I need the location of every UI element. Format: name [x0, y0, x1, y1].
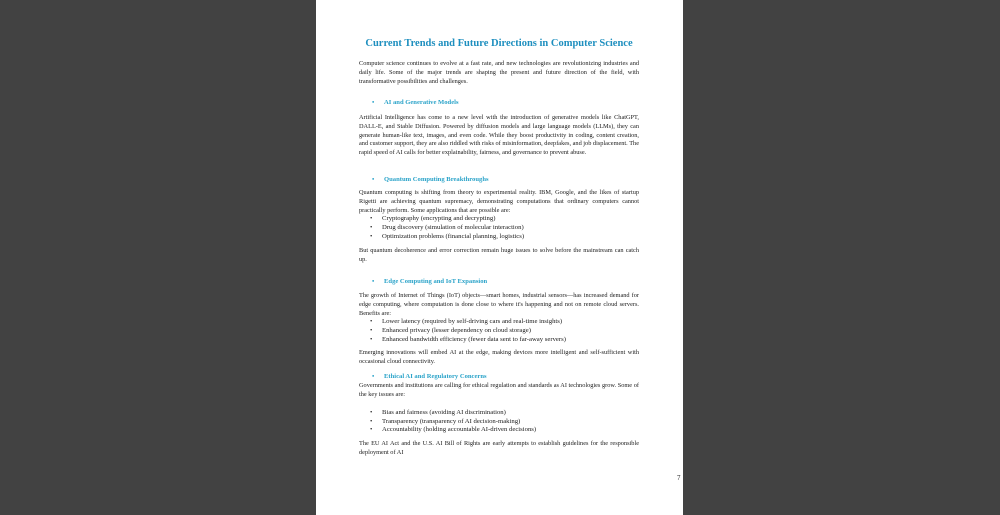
document-page [316, 0, 683, 515]
section-paragraph: The growth of Internet of Things (IoT) objects—smart homes, industrial sensors—has increased demand for edge computing, where computation is done close to where it's happening and not on remote cloud servers. Benefits are: [359, 292, 639, 317]
bullet-list [359, 215, 639, 242]
section-heading-quantum [372, 176, 489, 184]
section-heading-text: Ethical AI and Regulatory Concerns [384, 373, 487, 380]
list-item: • Bias and fairness (avoiding AI discrimination) [359, 409, 639, 418]
section-body-ethics [359, 382, 639, 458]
list-item: • Transparency (transparency of AI decision-making) [359, 418, 639, 427]
section-closing-paragraph: Emerging innovations will embed AI at the edge, making devices more intelligent and self-sufficient with occasional cloud connectivity. [359, 349, 639, 365]
bullet-list [359, 318, 639, 345]
section-closing-paragraph: But quantum decoherence and error correction remain huge issues to solve before the mainstream can catch up. [359, 247, 639, 263]
section-heading-text: Edge Computing and IoT Expansion [384, 278, 488, 285]
page-number: 7 [677, 474, 681, 482]
section-body-edge [359, 292, 639, 367]
list-item: • Drug discovery (simulation of molecular interaction) [359, 224, 639, 233]
list-item: • Cryptography (encrypting and decrypting) [359, 215, 639, 224]
list-item: • Accountability (holding accountable AI-driven decisions) [359, 426, 639, 435]
bullet-icon: • [372, 373, 375, 380]
bullet-icon: • [372, 99, 375, 106]
section-closing-paragraph: The EU AI Act and the U.S. AI Bill of Rights are early attempts to establish guidelines for the responsible deployment of AI [359, 440, 639, 457]
section-paragraph: Quantum computing is shifting from theory to experimental reality. IBM, Google, and the likes of startup Rigetti are achieving quantum supremacy, demonstrating computations that ordinary computers cannot practically perform. Some applications that are possible are: [359, 189, 639, 214]
bullet-list [359, 409, 639, 436]
intro-block [359, 60, 639, 86]
list-item: • Lower latency (required by self-driving cars and real-time insights) [359, 318, 639, 327]
section-heading-text: AI and Generative Models [384, 99, 459, 106]
list-item: • Optimization problems (financial planning, logistics) [359, 233, 639, 242]
bullet-icon: • [372, 278, 375, 285]
section-paragraph: Governments and institutions are calling for ethical regulation and standards as AI technologies grow. Some of the key issues are: [359, 382, 639, 398]
section-paragraph: Artificial Intelligence has come to a new level with the introduction of generative models like ChatGPT, DALL-E, and Stable Diffusion. Powered by diffusion models and large language models (LLMs), they can generate human-like text, images, and even code. While they boost productivity in coding, content creation, and customer support, they are also riddled with risks of misinformation, deepfakes, and job displacement. The rapid speed of AI calls for better explainability, fairness, and governance to prevent abuse. [359, 114, 639, 157]
section-heading-text: Quantum Computing Breakthroughs [384, 176, 489, 183]
list-item: • Enhanced privacy (lesser dependency on cloud storage) [359, 327, 639, 336]
bullet-icon: • [372, 176, 375, 183]
section-heading-edge [372, 278, 487, 286]
section-heading-ethics [372, 373, 487, 381]
page-title: Current Trends and Future Directions in Computer Science [365, 38, 633, 49]
section-heading-ai [372, 99, 459, 107]
list-item: • Enhanced bandwidth efficiency (fewer data sent to far-away servers) [359, 336, 639, 345]
section-body-ai [359, 114, 639, 158]
section-body-quantum [359, 189, 639, 265]
intro-paragraph: Computer science continues to evolve at a fast rate, and new technologies are revolutionizing industries and daily life. Some of the major trends are shaping the present and future direction of the field, with transformative possibilities and challenges. [359, 60, 639, 85]
